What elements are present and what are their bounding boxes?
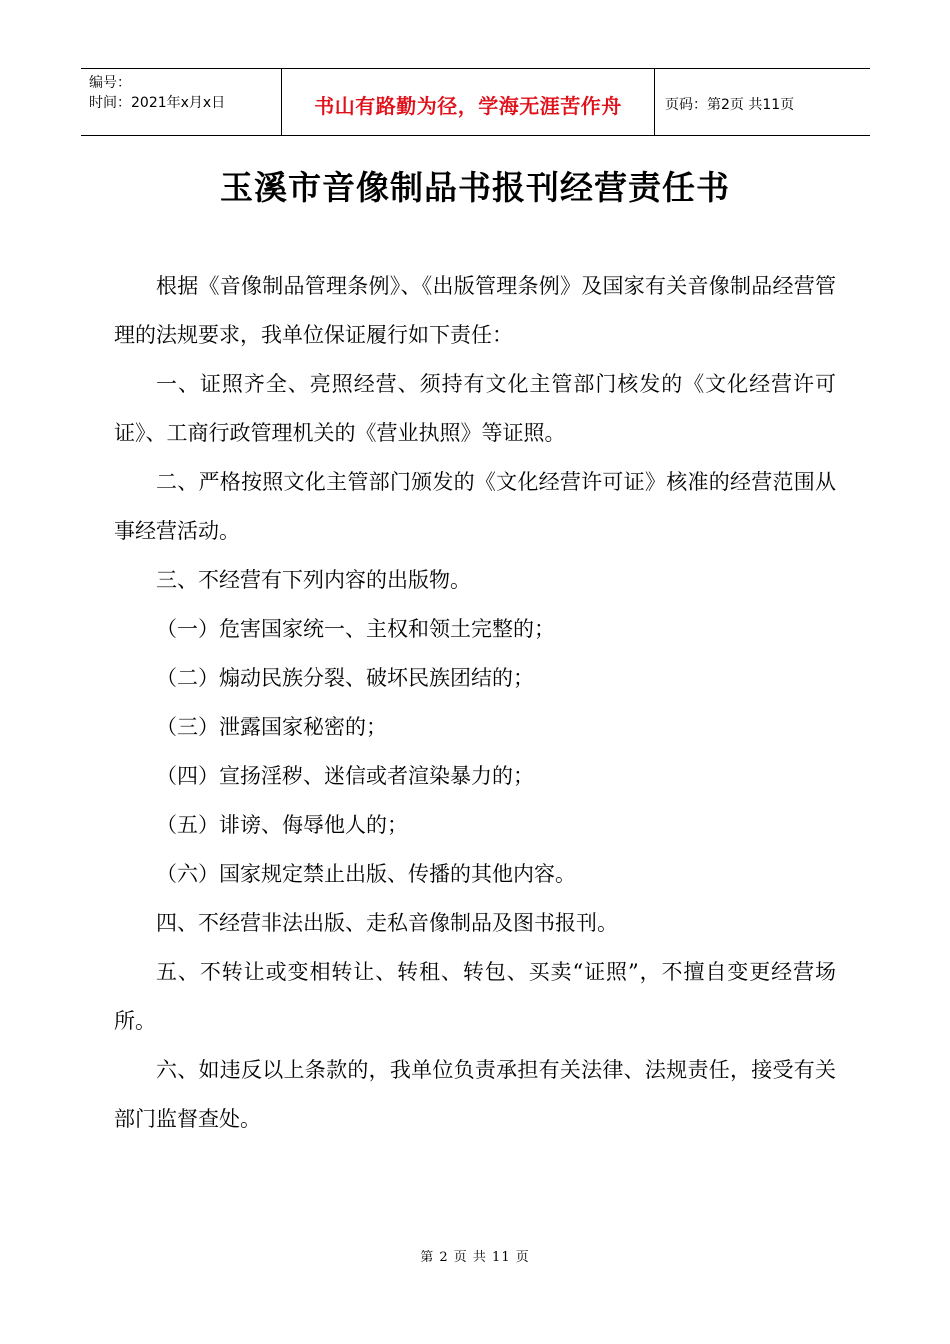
header-meta-cell	[81, 69, 282, 135]
sub-item-4: （四）宣扬淫秽、迷信或者渲染暴力的；	[156, 764, 534, 788]
page-footer: 第 2 页 共 11 页	[420, 1250, 530, 1265]
sub-item-2: （二）煽动民族分裂、破坏民族团结的；	[156, 666, 534, 690]
intro-paragraph: 根据《音像制品管理条例》、《出版管理条例》及国家有关音像制品经营管理的法规要求，我单位保证履行如下责任：	[114, 274, 836, 347]
clause-3: 三、不经营有下列内容的出版物。	[156, 568, 471, 592]
clause-4: 四、不经营非法出版、走私音像制品及图书报刊。	[156, 911, 618, 935]
clause-5: 五、不转让或变相转让、转租、转包、买卖“证照”，不擅自变更经营场所。	[114, 960, 836, 1033]
header-page-info: 页码：第2页 共11页	[665, 97, 795, 113]
header-motto: 书山有路勤为径，学海无涯苦作舟	[282, 69, 655, 135]
clause-2: 二、严格按照文化主管部门颁发的《文化经营许可证》核准的经营范围从事经营活动。	[114, 470, 836, 543]
sub-item-1: （一）危害国家统一、主权和领土完整的；	[156, 617, 555, 641]
document-title: 玉溪市音像制品书报刊经营责任书	[220, 168, 730, 207]
sub-item-3: （三）泄露国家秘密的；	[156, 715, 387, 739]
clause-1: 一、证照齐全、亮照经营、须持有文化主管部门核发的《文化经营许可证》、工商行政管理机关的《营业执照》等证照。	[114, 372, 836, 445]
document-body	[114, 262, 836, 1144]
document-time-label: 时间：2021年x月x日	[89, 95, 226, 111]
document-number-label: 编号：	[89, 75, 131, 91]
clause-6: 六、如违反以上条款的，我单位负责承担有关法律、法规责任，接受有关部门监督查处。	[114, 1058, 836, 1131]
page-header	[81, 68, 870, 136]
sub-item-6: （六）国家规定禁止出版、传播的其他内容。	[156, 862, 576, 886]
sub-item-5: （五）诽谤、侮辱他人的；	[156, 813, 408, 837]
